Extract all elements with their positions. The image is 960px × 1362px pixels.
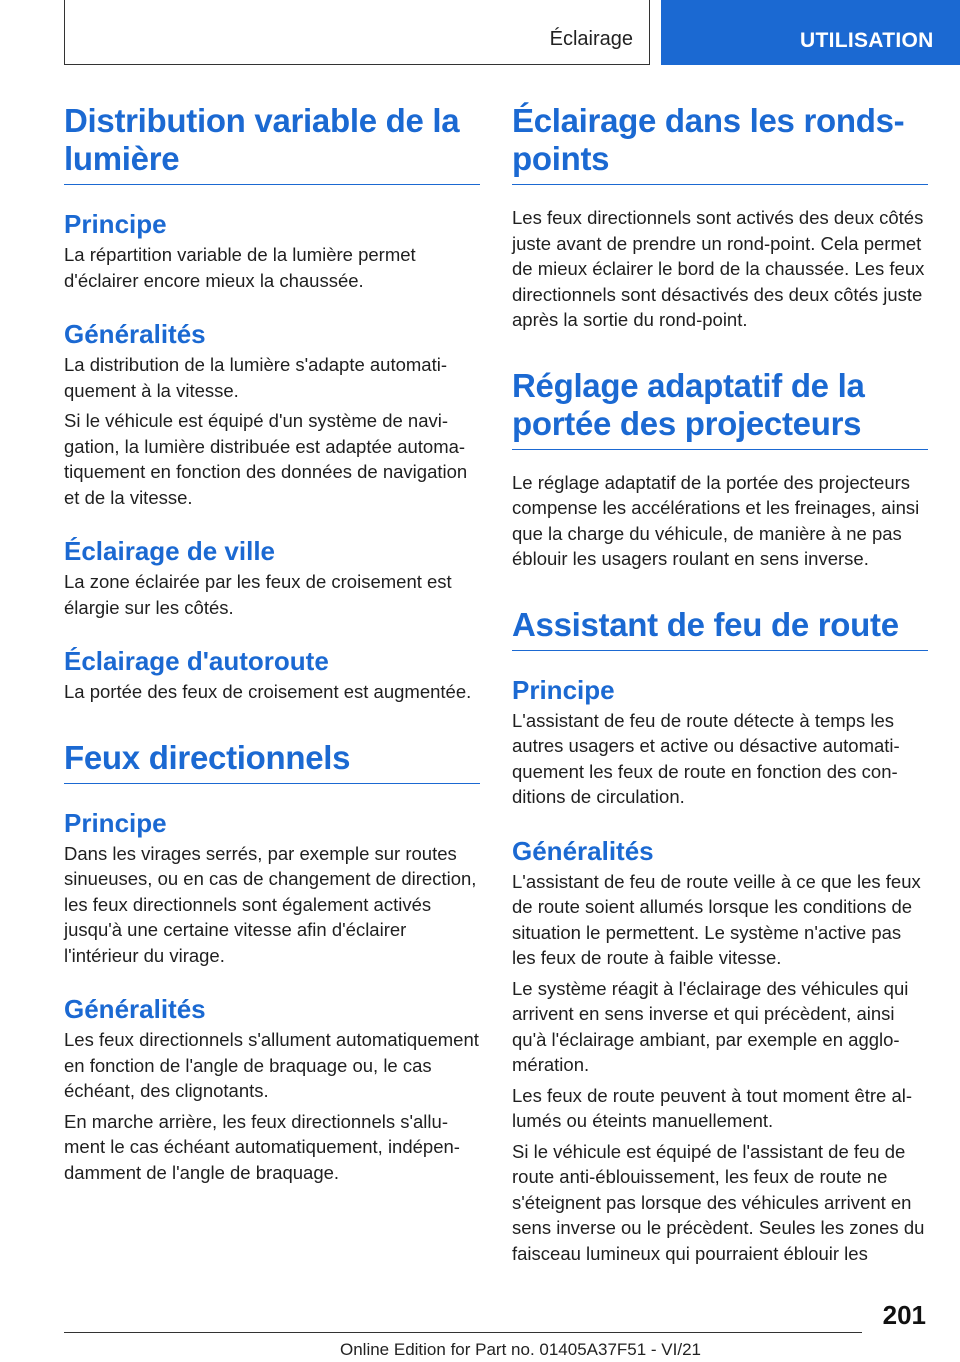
paragraph: La zone éclairée par les feux de croisement est élargie sur les côtés. [64,571,452,618]
heading-rule [64,184,480,185]
paragraph: Le réglage adaptatif de la portée des projecteurs compense les accélérations et les freinages, ainsi que la charge du véhicule, de manière à ne pas éblouir les usagers roulant en sens inverse. [512,471,920,569]
paragraph: L'assistant de feu de route veille à ce que les feux de route soient allumés lorsque les conditions de situation le permettent. Le système n'active pas les feux de route à faible vitesse. [512,870,921,968]
subheading-eclairage-autoroute: Éclairage d'autoroute [64,646,329,676]
footer-rule [64,1332,862,1333]
subheading-principe: Principe [512,674,615,705]
paragraph: En marche arrière, les feux directionnels s'allument le cas échéant automatiquement, indépendamment de l'angle de braquage. [64,1110,460,1183]
heading-reglage-adaptatif: Réglage adaptatif de la portée des projecteurs [512,366,865,442]
right-column [512,102,928,1266]
paragraph: Dans les virages serrés, par exemple sur routes sinueuses, ou en cas de changement de direction, les feux directionnels sont également activés jusqu'à une certaine vitesse afin d'éclairer l'intérieur du virage. [64,842,477,966]
paragraph: Les feux directionnels s'allument automatiquement en fonction de l'angle de braquage ou, le cas échéant, des clignotants. [64,1029,479,1101]
footer-edition: Online Edition for Part no. 01405A37F51 - VI/21 [340,1340,702,1359]
header-chapter-tab: UTILISATION [661,0,960,65]
paragraph: L'assistant de feu de route détecte à temps les autres usagers et active ou désactive automatiquement les feux de route en fonction des conditions de circulation. [512,709,900,807]
paragraph: Si le véhicule est équipé d'un système de navigation, la lumière distribuée est adaptée automatiquement en fonction des données de navigation et de la vitesse. [64,410,468,508]
subheading-principe: Principe [64,807,167,838]
heading-rule [512,184,928,185]
heading-rule [64,783,480,784]
heading-distribution-variable: Distribution variable de la lumière [64,102,460,177]
heading-assistant-feu-route: Assistant de feu de route [512,605,899,643]
heading-ronds-points: Éclairage dans les ronds-points [512,102,905,177]
subheading-generalites: Généralités [64,994,206,1024]
paragraph: La répartition variable de la lumière permet d'éclairer encore mieux la chaussée. [64,244,416,291]
subheading-generalites: Généralités [512,835,654,866]
paragraph: La distribution de la lumière s'adapte automatiquement à la vitesse. [64,354,448,401]
subheading-generalites: Généralités [64,319,206,349]
heading-rule [512,449,928,450]
left-column [64,102,480,1185]
heading-rule [512,650,928,651]
page-number: 201 [882,1300,926,1330]
paragraph: Les feux de route peuvent à tout moment être allumés ou éteints manuellement. [512,1084,913,1131]
subheading-eclairage-ville: Éclairage de ville [64,536,276,566]
paragraph: Si le véhicule est équipé de l'assistant de feu de route anti-éblouissement, les feux de route ne s'éteignent pas lorsque des véhicules arrivent en sens inverse ou le précèdent. Seules les zones du faisceau lumineux qui pourraient éblouir les [512,1140,925,1264]
header-section-box [64,0,650,65]
heading-feux-directionnels: Feux directionnels [64,738,351,776]
page-header [0,0,960,66]
header-section-title: Éclairage [549,28,633,50]
subheading-principe: Principe [64,209,167,239]
paragraph: La portée des feux de croisement est augmentée. [64,681,472,702]
paragraph: Le système réagit à l'éclairage des véhicules qui arrivent en sens inverse et qui précèdent, ainsi qu'à l'éclairage ambiant, par exemple en agglomération. [512,977,909,1075]
paragraph: Les feux directionnels sont activés des deux côtés juste avant de prendre un rond-point. Cela permet de mieux éclairer le bord de la chaussée. Les feux directionnels sont désactivés des deux côtés juste après la sortie du rond-point. [512,207,925,330]
